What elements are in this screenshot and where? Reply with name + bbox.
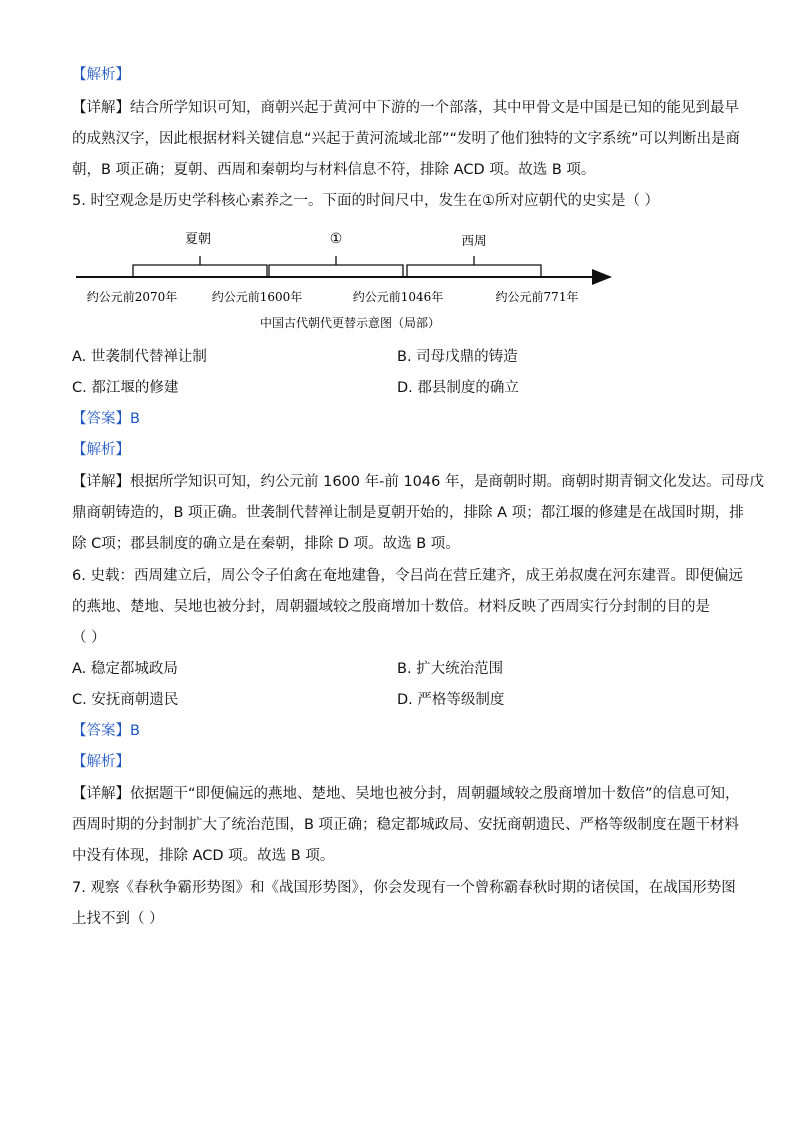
answer-line: 【答案】B: [72, 411, 140, 427]
bracket-xia: [133, 256, 267, 277]
bracket-xizhou: [407, 256, 541, 277]
detail-line: 除 C项；郡县制度的确立是在秦朝，排除 D 项。故选 B 项。: [72, 536, 460, 552]
question-stem: 7. 观察《春秋争霸形势图》和《战国形势图》，你会发现有一个曾称霸春秋时期的诸侯国，在战国形势图: [72, 880, 736, 896]
question-stem: 的燕地、楚地、吴地也被分封，周朝疆域较之殷商增加十数倍。材料反映了西周实行分封制的目的是: [72, 599, 710, 615]
option-a: A. 世袭制代替禅让制: [72, 349, 207, 365]
segment-label-xizhou: 西周: [461, 233, 487, 248]
date-label: 约公元前1046年: [352, 290, 444, 304]
detail-line: 中没有体现，排除 ACD 项。故选 B 项。: [72, 848, 335, 864]
option-d: D. 郡县制度的确立: [397, 380, 519, 396]
analysis-heading: 【解析】: [72, 442, 130, 458]
timeline-diagram: [70, 226, 630, 336]
date-label: 约公元前1600年: [211, 290, 303, 304]
analysis-heading: 【解析】: [72, 754, 130, 770]
timeline-caption: 中国古代朝代更替示意图（局部）: [259, 316, 441, 330]
segment-label-xia: 夏朝: [184, 232, 212, 247]
answer-line: 【答案】B: [72, 723, 140, 739]
analysis-heading: 【解析】: [72, 67, 130, 83]
date-label: 约公元前771年: [495, 290, 579, 304]
detail-line: 鼎商朝铸造的，B 项正确。世袭制代替禅让制是夏朝开始的，排除 A 项；都江堰的修建是在战国时期，排: [72, 505, 744, 521]
option-b: B. 扩大统治范围: [397, 661, 504, 677]
option-d: D. 严格等级制度: [397, 692, 505, 708]
segment-label-circle-1: ①: [329, 231, 343, 247]
detail-line: 朝，B 项正确；夏朝、西周和秦朝均与材料信息不符，排除 ACD 项。故选 B 项。: [72, 162, 596, 178]
detail-line: 的成熟汉字，因此根据材料关键信息“兴起于黄河流域北部”“发明了他们独特的文字系统”可以判断出是商: [72, 131, 741, 147]
question-stem: 6. 史载：西周建立后，周公令子伯禽在奄地建鲁，令吕尚在营丘建齐，成王弟叔虞在河东建晋。即便偏远: [72, 568, 743, 584]
option-c: C. 安抚商朝遗民: [72, 692, 179, 708]
option-c: C. 都江堰的修建: [72, 380, 179, 396]
detail-line: 【详解】根据所学知识可知，约公元前 1600 年-前 1046 年，是商朝时期。商朝时期青铜文化发达。司母戊: [72, 474, 764, 490]
question-stem: 上找不到（ ）: [72, 911, 164, 927]
detail-line: 【详解】结合所学知识可知，商朝兴起于黄河中下游的一个部落，其中甲骨文是中国是已知的能见到最早: [72, 100, 739, 116]
option-a: A. 稳定都城政局: [72, 661, 178, 677]
detail-line: 西周时期的分封制扩大了统治范围，B 项正确；稳定都城政局、安抚商朝遗民、严格等级制度在题干材料: [72, 817, 740, 833]
date-label: 约公元前2070年: [86, 290, 178, 304]
bracket-period-1: [269, 256, 403, 277]
question-stem: （ ）: [72, 630, 106, 646]
detail-line: 【详解】依据题干“即便偏远的燕地、楚地、吴地也被分封，周朝疆域较之殷商增加十数倍”的信息可知，: [72, 786, 740, 802]
option-b: B. 司母戊鼎的铸造: [397, 349, 518, 365]
question-stem: 5. 时空观念是历史学科核心素养之一。下面的时间尺中，发生在①所对应朝代的史实是（ ）: [72, 193, 660, 209]
